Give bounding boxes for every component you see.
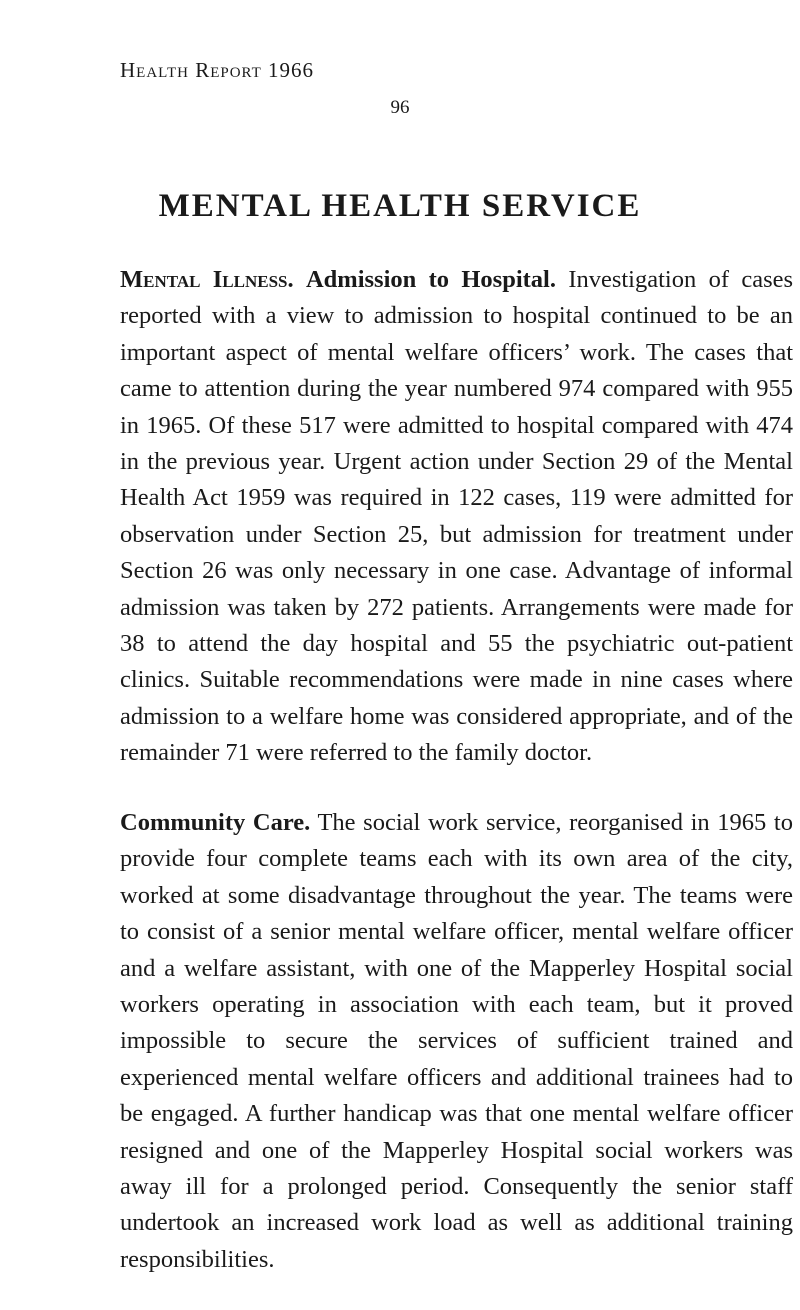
- heading-community-care: Community Care.: [120, 809, 311, 836]
- heading-admission-to-hospital: Admission to Hospital.: [305, 266, 556, 293]
- running-head: Health Report 1966: [120, 58, 315, 82]
- paragraph-community-care: [120, 805, 793, 1278]
- paragraph-mental-illness: [120, 262, 793, 772]
- page-number: 96: [390, 97, 410, 118]
- section-title: MENTAL HEALTH SERVICE: [158, 188, 642, 224]
- paragraph-body-admission: Investigation of cases reported with a view to admission to hospital continued to be an important aspect of mental welfare officers’ work. The cases that came to attention during the year numbered 974 compared with 955 in 1965. Of these 517 were admitted to hospital compared with 474 in the previous year. Urgent action under Section 29 of the Mental Health Act 1959 was required in 122 cases, 119 were admitted for observation under Section 25, but admission for treatment under Section 26 was only necessary in one case. Advantage of informal admission was taken by 272 patients. Arrangements were made for 38 to attend the day hospital and 55 the psychiatric out-patient clinics. Suitable recommendations were made in nine cases where admission to a welfare home was considered appropriate, and of the remainder 71 were referred to the family doctor.: [120, 266, 794, 767]
- paragraph-body-community-care: The social work service, reorganised in 1965 to provide four complete teams each with its own area of the city, worked at some disadvantage throughout the year. The teams were to consist of a senior mental welfare officer, mental welfare officer and a welfare assistant, with one of the Mapperley Hospital social workers operating in association with each team, but it proved impossible to secure the services of sufficient trained and experienced mental welfare officers and additional trainees had to be engaged. A further handicap was that one mental welfare officer resigned and one of the Mapperley Hospital social workers was away ill for a prolonged period. Consequently the senior staff undertook an increased work load as well as additional training responsibilities.: [120, 809, 793, 1273]
- lead-in-mental-illness: Mental Illness.: [120, 266, 294, 293]
